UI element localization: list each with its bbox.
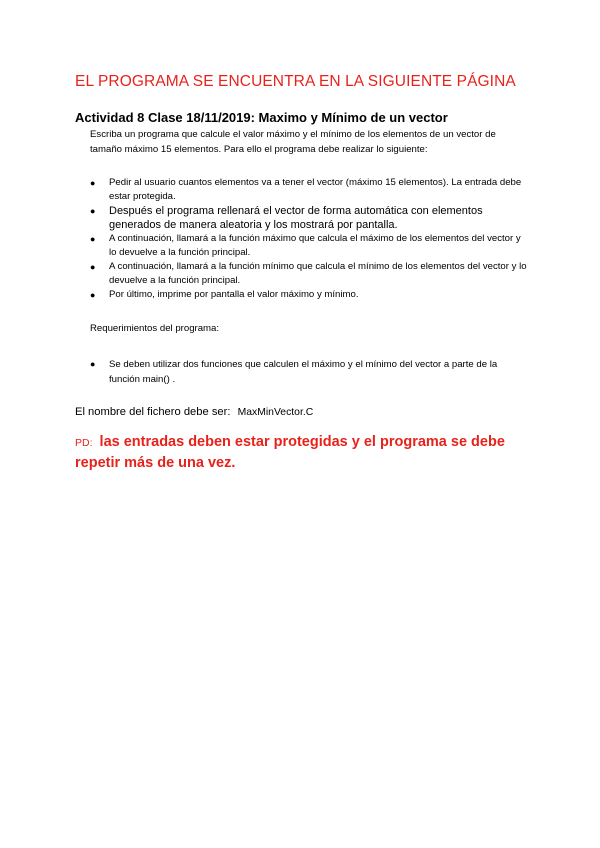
task-text: A continuación, llamará a la función mínimo que calcula el mínimo de los elementos del vector y lo devuelve a la función principal. [109,261,527,286]
task-list-item [90,260,530,288]
filename-label: El nombre del fichero debe ser: [75,406,231,418]
requirement-text: Se deben utilizar dos funciones que calculen el máximo y el mínimo del vector a parte de la función main() . [109,359,498,385]
task-list-item [90,204,530,232]
task-list-item [90,288,530,302]
bullet-icon: ● [90,234,96,244]
page-notice: EL PROGRAMA SE ENCUENTRA EN LA SIGUIENTE PÁGINA [75,73,516,90]
requirements-list [90,357,530,387]
bullet-icon: ● [90,178,96,188]
pd-label: PD: [75,437,93,449]
activity-title: Actividad 8 Clase 18/11/2019: Maximo y Mínimo de un vector [75,110,448,125]
bullet-icon: ● [90,206,96,216]
bullet-icon: ● [90,359,96,369]
task-list [90,176,530,302]
task-list-item [90,176,530,204]
pd-note [75,432,535,473]
requirements-heading: Requerimientos del programa: [90,323,220,334]
task-text: Por último, imprime por pantalla el valor máximo y mínimo. [109,289,359,300]
bullet-icon: ● [90,262,96,272]
pd-text: las entradas deben estar protegidas y el programa se debe repetir más de una vez. [75,434,505,471]
bullet-icon: ● [90,290,96,300]
task-text: Pedir al usuario cuantos elementos va a tener el vector (máximo 15 elementos). La entrada debe estar protegida. [109,177,522,202]
requirement-item [90,357,530,387]
task-text: Después el programa rellenará el vector de forma automática con elementos generados de manera aleatoria y los mostrará por pantalla. [109,205,483,231]
task-list-item [90,232,530,260]
intro-paragraph: Escriba un programa que calcule el valor máximo y el mínimo de los elementos de un vector de tamaño máximo 15 elementos. Para ello el programa debe realizar lo siguiente: [90,129,496,155]
filename-value: MaxMinVector.C [237,407,314,418]
task-text: A continuación, llamará a la función máximo que calcula el máximo de los elementos del vector y lo devuelve a la función principal. [109,233,521,258]
filename-line [75,406,313,418]
